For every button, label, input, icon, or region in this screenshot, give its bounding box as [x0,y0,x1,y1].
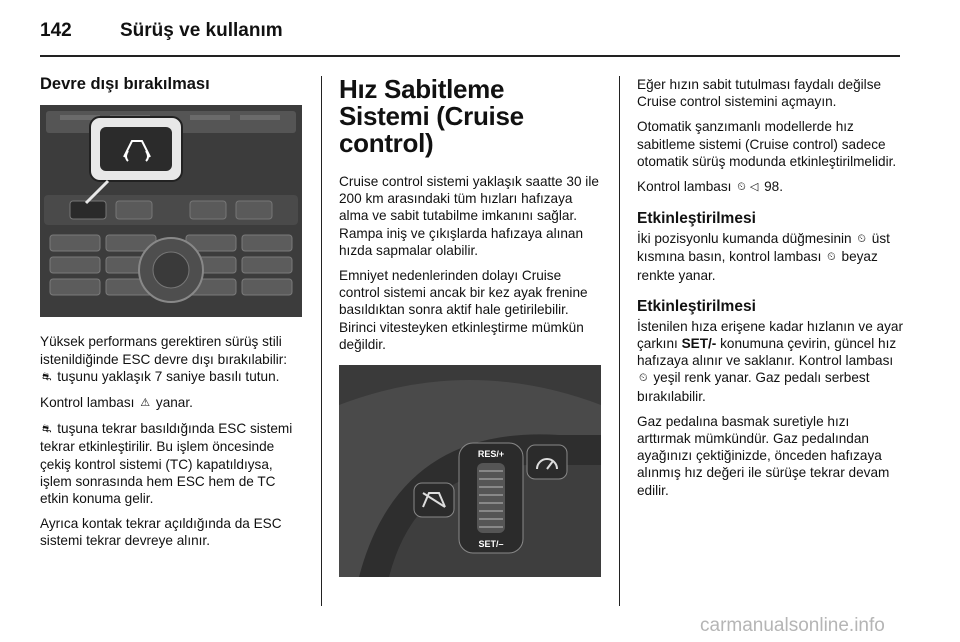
page-reference-arrow-icon: ◁ [749,181,759,194]
cruise-control-icon: ⏲ [857,233,866,246]
paragraph-1: Yüksek performans gerektiren sürüş stili istenildiğinde ESC devre dışı bırakılabilir: ⛐ tuşunu yaklaşık 7 saniye basılı tutun. [40,333,304,386]
paragraph-1: Cruise control sistemi yaklaşık saatte 30 ile 200 km arasındaki tüm hızları hafızaya alma ve sabit tutabilme imkanını sağlar. Rampa iniş ve çıkışlarda hafızaya alınan hızda sapmalar olabilir. [339,174,599,258]
header-rule [40,55,900,57]
paragraph-4: Ayrıca kontak tekrar açıldığında da ESC sistemi tekrar devreye alınır. [40,516,282,549]
column-3 [637,76,905,507]
res-plus-label: RES/+ [477,449,505,460]
section-title-cruise-control: Hız Sabitleme Sistemi (Cruise control) [339,74,524,158]
esc-button-console-illustration [40,105,302,317]
watermark: carmanualsonline.info [700,615,885,636]
page-title: Sürüş ve kullanım [120,20,283,41]
esc-off-icon: ⛐ [42,370,52,383]
paragraph-4: İki pozisyonlu kumanda düğmesinin ⏲ üst kısmına basın, kontrol lambası ⏲ beyaz renkte yanar. [637,231,890,283]
paragraph-5: İstenilen hıza erişene kadar hızlanın ve ayar çarkını SET/- konumuna çevirin, güncel hız hafızaya alınır ve saklanır. Kontrol lambası ⏲ yeşil renk yanar. Gaz pedalı serbest bırakılabilir. [637,318,903,404]
section-heading-deactivation: Devre dışı bırakılması [40,75,210,93]
esc-off-icon: ⛐ [42,423,52,436]
subheading-activation-2: Etkinleştirilmesi [637,297,756,315]
paragraph-3: ⛐ tuşuna tekrar basıldığında ESC sistemi tekrar etkinleştirilir. Bu işlem öncesinde çekiş kontrol sistemi (TC) kapatıldıysa, işlem sonrasında hem ESC hem de TC etkin konuma gelir. [40,421,293,507]
paragraph-2: Otomatik şanzımanlı modellerde hız sabitleme sistemi (Cruise control) sadece otomatik sürüş modunda etkinleştirilmelidir. [637,119,897,169]
paragraph-2: Emniyet nedenlerinden dolayı Cruise control sistemi ancak bir kez ayak frenine basıldıktan sonra aktif hale getirilebilir. Birinci vitesteyken etkinleştirme mümkün değildir. [339,268,588,352]
cruise-control-icon: ⏲ [737,181,746,194]
column-divider-1 [321,76,322,606]
subheading-activation-1: Etkinleştirilmesi [637,210,756,228]
set-minus-label: SET/– [478,539,504,550]
cruise-control-icon: ⏲ [639,372,648,385]
paragraph-3: Kontrol lambası ⏲ ◁ 98. [637,178,905,196]
paragraph-2: Kontrol lambası ⚠ yanar. [40,394,304,412]
page-header [40,16,900,46]
steering-wheel-cruise-controls-illustration [339,365,601,577]
cruise-control-icon: ⏲ [827,251,836,264]
page-number: 142 [40,20,72,41]
column-1 [40,76,304,558]
paragraph-6: Gaz pedalına basmak suretiyle hızı arttırmak mümkündür. Gaz pedalından ayağınızı çektiğinizde, önceden hafızaya alınmış hız değeri ile sürüşe tekrar devam edilir. [637,413,890,498]
paragraph-1: Eğer hızın sabit tutulması faydalı değilse Cruise control sistemini açmayın. [637,77,882,110]
column-2 [339,76,601,581]
warning-lamp-icon: ⚠ [140,397,151,410]
set-minus-keyword: SET/- [681,336,717,352]
column-divider-2 [619,76,620,606]
